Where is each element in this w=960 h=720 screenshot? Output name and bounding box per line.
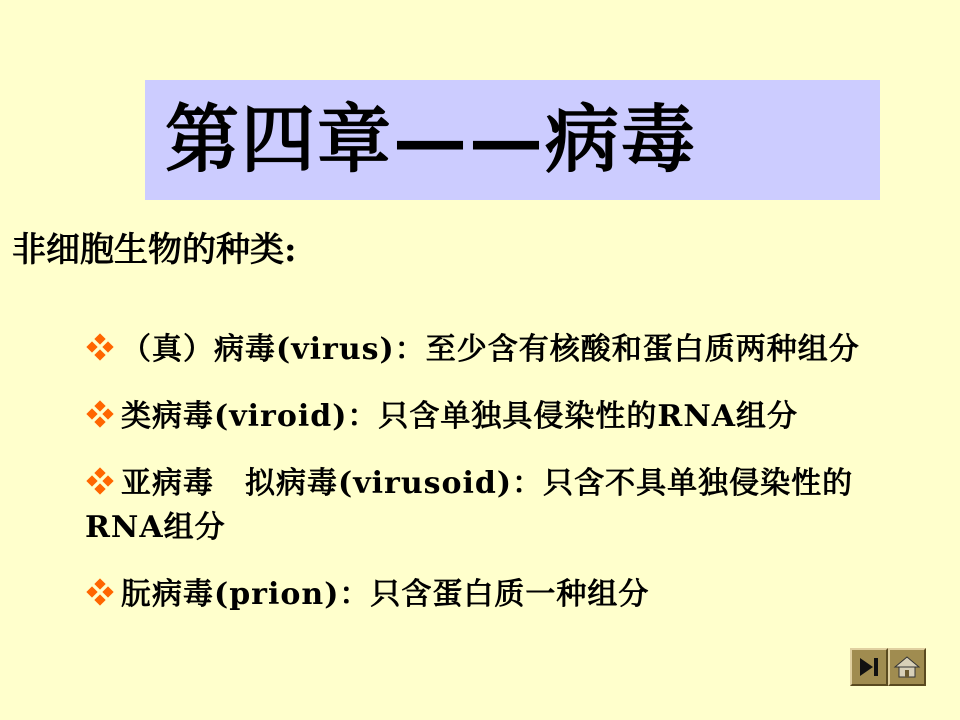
end-button[interactable] [850, 648, 888, 686]
bullet-text: 朊病毒(prion)：只含蛋白质一种组分 [121, 577, 650, 612]
home-icon [893, 654, 921, 680]
bullet-item [85, 573, 905, 617]
slide-navigation [850, 648, 926, 686]
bullet-text: 亚病毒 拟病毒(virusoid)：只含不具单独侵染性的RNA组分 [85, 466, 854, 545]
title-box [145, 80, 880, 200]
bullet-item [85, 395, 905, 439]
home-button[interactable] [888, 648, 926, 686]
slide-title: 第四章——病毒 [165, 97, 697, 183]
end-icon [856, 654, 882, 680]
bullet-item [85, 328, 905, 372]
diamond-bullet-icon [85, 399, 115, 429]
bullet-text: 类病毒(viroid)：只含单独具侵染性的RNA组分 [121, 399, 799, 434]
bullet-list [85, 328, 905, 640]
diamond-bullet-icon [85, 332, 115, 362]
bullet-item [85, 462, 905, 550]
slide-subtitle: 非细胞生物的种类: [12, 230, 297, 270]
diamond-bullet-icon [85, 466, 115, 496]
bullet-text: （真）病毒(virus)：至少含有核酸和蛋白质两种组分 [121, 332, 860, 367]
diamond-bullet-icon [85, 577, 115, 607]
